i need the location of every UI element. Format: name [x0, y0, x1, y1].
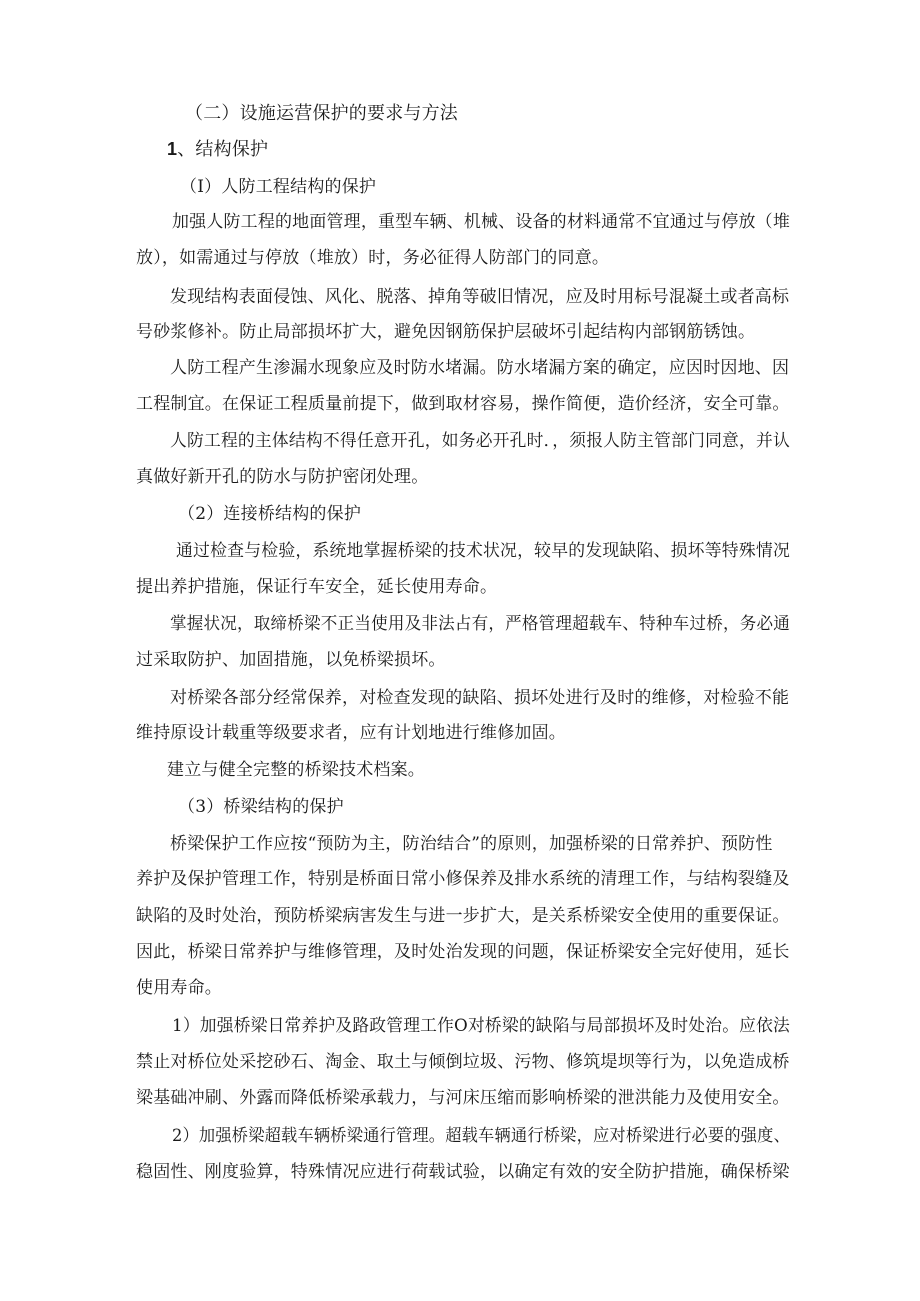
paragraph-3-line-1: 人防工程产生渗漏水现象应及时防水堵漏。防水堵漏方案的确定，应因时因地、因	[170, 358, 790, 378]
sub-heading-number: 1	[167, 139, 178, 159]
paragraph-11-line-2: 稳固性、刚度验算，特殊情况应进行荷载试验，以确定有效的安全防护措施，确保桥梁	[136, 1162, 790, 1182]
paragraph-4-line-1: 人防工程的主体结构不得任意开孔，如务必开孔时．，须报人防主管部门同意，并认	[170, 431, 790, 451]
section-heading: （二）设施运营保护的要求与方法	[185, 103, 458, 124]
paragraph-1-line-1: 加强人防工程的地面管理，重型车辆、机械、设备的材料通常不宜通过与停放（堆	[172, 212, 791, 232]
paragraph-2-line-2: 号砂浆修补。防止局部损坏扩大，避免因钢筋保护层破坏引起结构内部钢筋锈蚀。	[136, 322, 756, 342]
paragraph-6-line-2: 过采取防护、加固措施，以免桥梁损坏。	[136, 650, 446, 670]
item-title-1: （I）人防工程结构的保护	[180, 177, 377, 197]
paragraph-5-line-2: 提出养护措施，保证行车安全，延长使用寿命。	[136, 577, 498, 597]
paragraph-9-line-1: 桥梁保护工作应按“预防为主，防治结合”的原则，加强桥梁的日常养护、预防性	[170, 834, 773, 854]
paragraph-4-line-2: 真做好新开孔的防水与防护密闭处理。	[136, 467, 429, 487]
paragraph-11-line-1: 2）加强桥梁超载车辆桥梁通行管理。超载车辆通行桥梁，应对桥梁进行必要的强度、	[172, 1126, 791, 1146]
item-title-3: （3）桥梁结构的保护	[178, 797, 344, 817]
paragraph-7-line-1: 对桥梁各部分经常保养，对检查发现的缺陷、损坏处进行及时的维修，对检验不能	[170, 688, 790, 708]
paragraph-1-line-2: 放），如需通过与停放（堆放）时，务必征得人防部门的同意。	[136, 248, 610, 268]
paragraph-10-line-2: 禁止对桥位处采挖砂石、淘金、取土与倾倒垃圾、污物、修筑堤坝等行为，以免造成桥	[136, 1052, 790, 1072]
paragraph-8-line-1: 建立与健全完整的桥梁技术档案。	[167, 760, 425, 780]
sub-heading-text: 、结构保护	[177, 139, 269, 160]
paragraph-10-line-1: 1）加强桥梁日常养护及路政管理工作O对桥梁的缺陷与局部损坏及时处治。应依法	[172, 1016, 790, 1036]
paragraph-9-line-2: 养护及保护管理工作，特别是桥面日常小修保养及排水系统的清理工作，与结构裂缝及	[136, 869, 790, 889]
paragraph-5-line-1: 通过检查与检验，系统地掌握桥梁的技术状况，较早的发现缺陷、损坏等特殊情况	[176, 541, 791, 561]
paragraph-3-line-2: 工程制宜。在保证工程质量前提下，做到取材容易，操作简便，造价经济，安全可靠。	[136, 394, 790, 414]
paragraph-9-line-3: 缺陷的及时处治，预防桥梁病害发生与进一步扩大，是关系桥梁安全使用的重要保证。	[136, 906, 790, 926]
paragraph-2-line-1: 发现结构表面侵蚀、风化、脱落、掉角等破旧情况，应及时用标号混凝土或者高标	[170, 287, 790, 307]
paragraph-6-line-1: 掌握状况，取缔桥梁不正当使用及非法占有，严格管理超载车、特种车过桥，务必通	[170, 614, 790, 634]
paragraph-10-line-3: 梁基础冲刷、外露而降低桥梁承载力，与河床压缩而影响桥梁的泄洪能力及使用安全。	[136, 1088, 790, 1108]
sub-heading	[167, 137, 268, 162]
item-title-2: （2）连接桥结构的保护	[178, 504, 362, 524]
paragraph-7-line-2: 维持原设计载重等级要求者，应有计划地进行维修加固。	[136, 723, 566, 743]
paragraph-9-line-4: 因此，桥梁日常养护与维修管理，及时处治发现的问题，保证桥梁安全完好使用，延长	[136, 942, 790, 962]
paragraph-9-line-5: 使用寿命。	[136, 978, 222, 998]
